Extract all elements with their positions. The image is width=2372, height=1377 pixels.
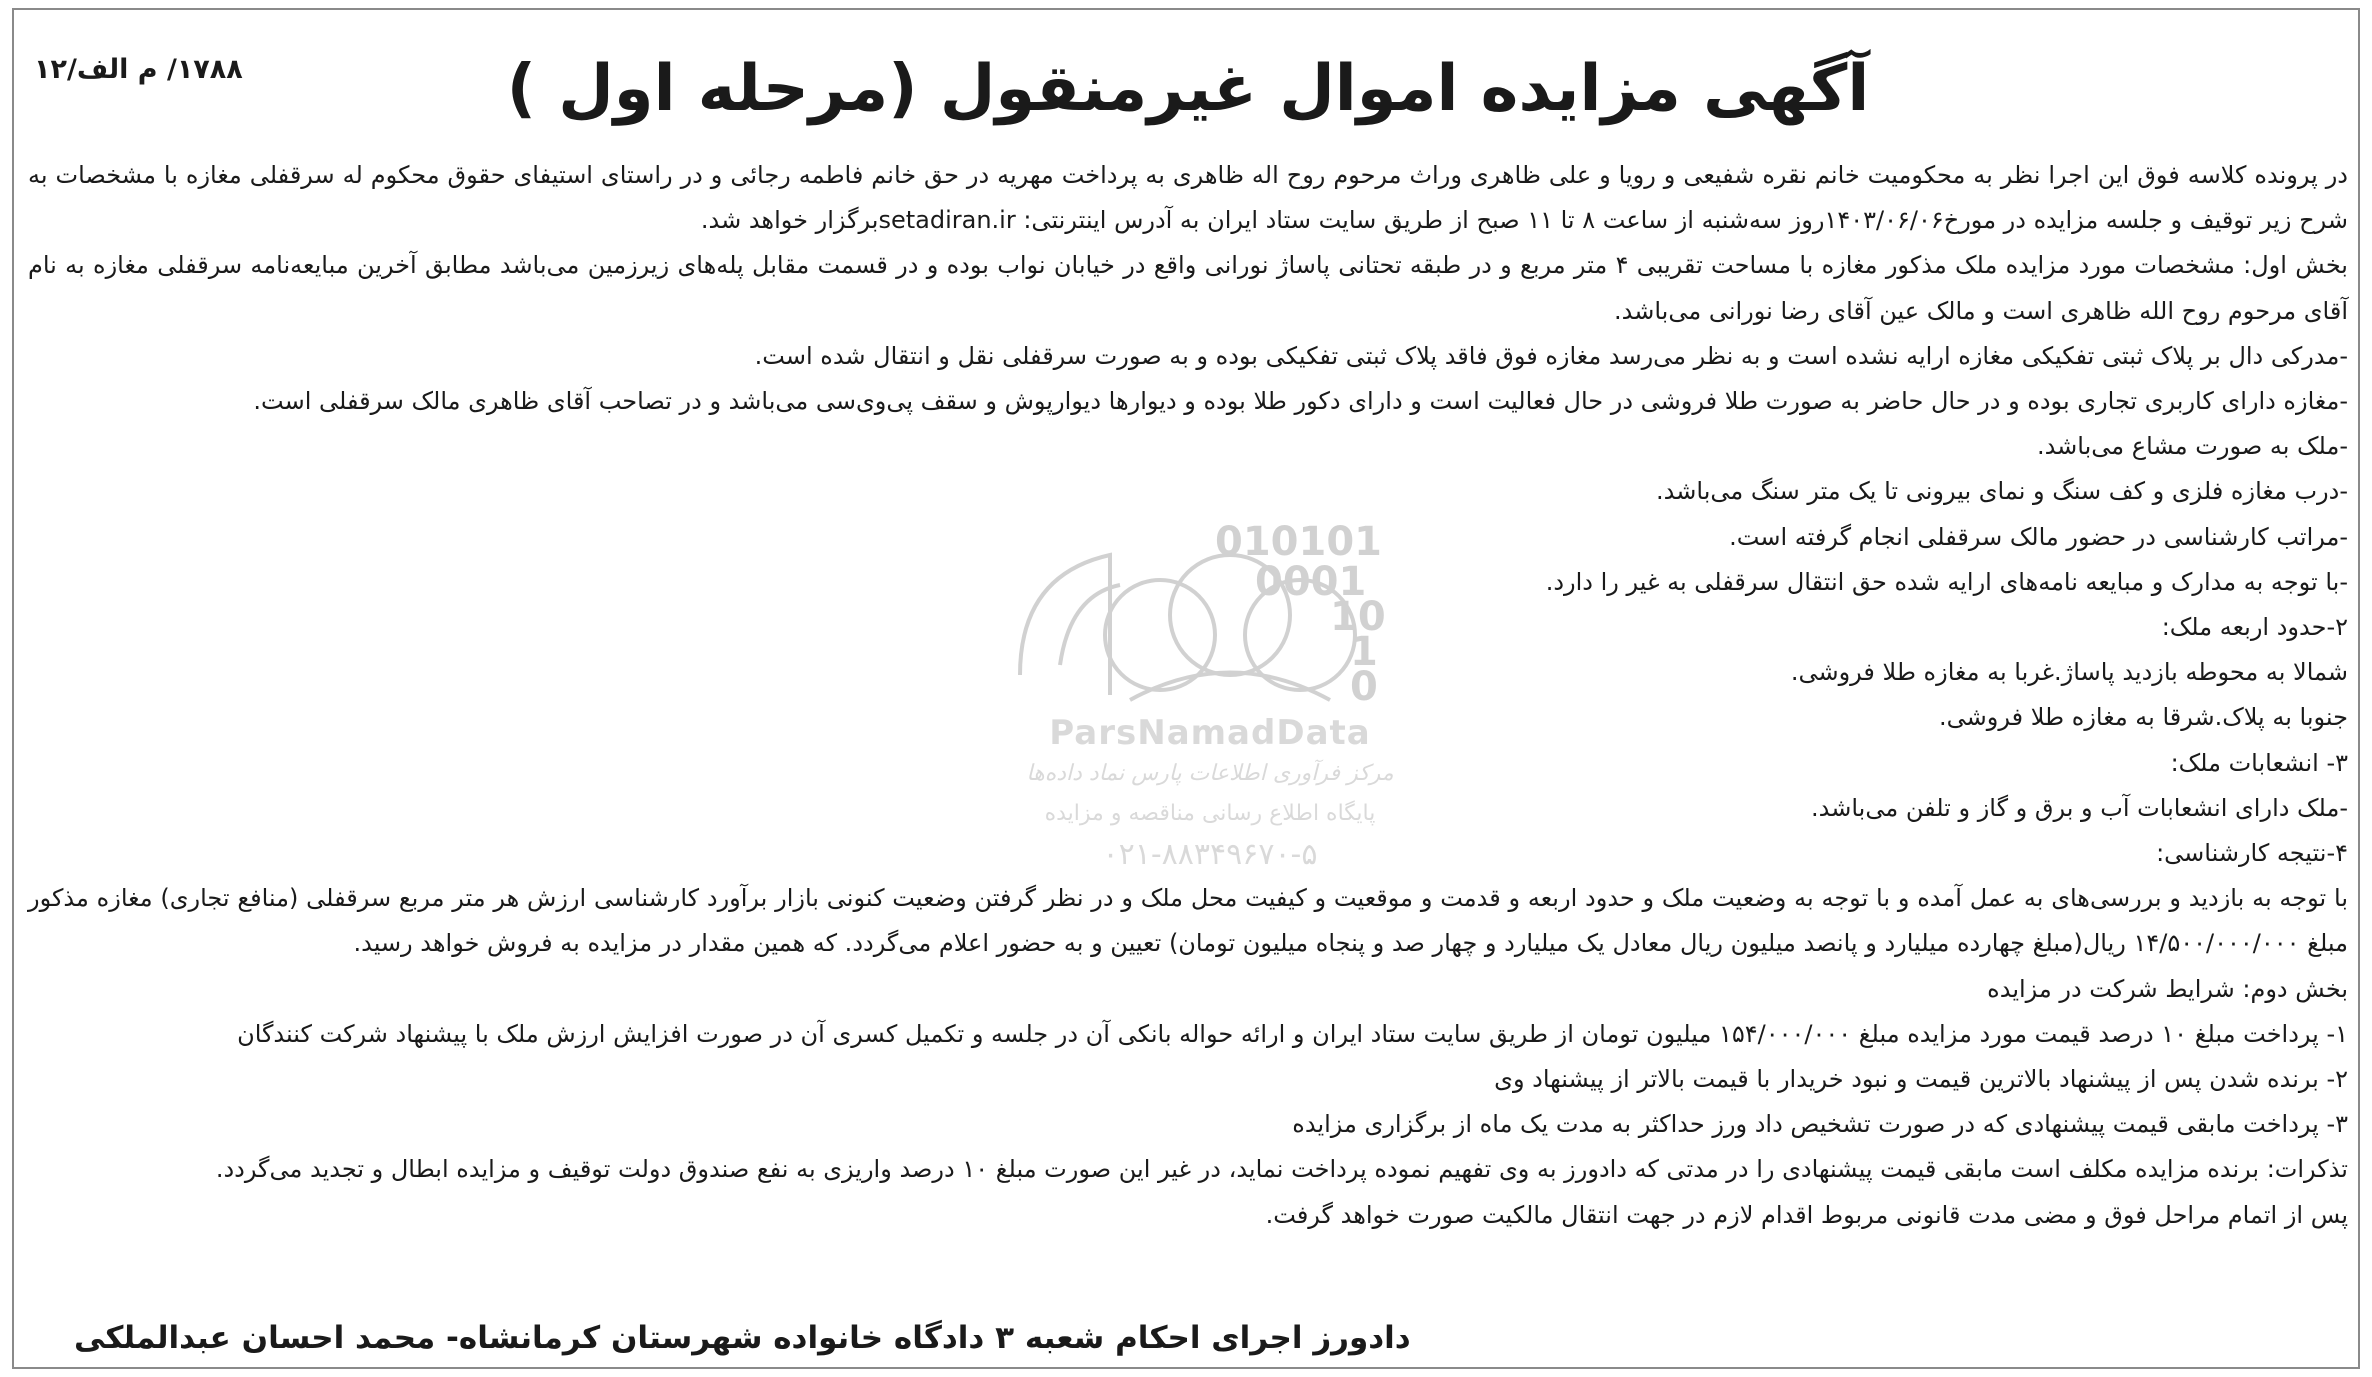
section-one-description: بخش اول: مشخصات مورد مزایده ملک مذکور مغازه با مساحت تقریبی ۴ متر مربع و در طبقه تحتانی پاساژ نورانی واقع در خیابان نواب بوده و در قسمت مقابل پله‌های زیرزمین می‌باشد مطابق آخرین مبایعه‌نامه سرقفلی مغازه به نام آقای مرحوم روح الله ظاهری است و مالک عین آقای رضا نورانی می‌باشد. <box>28 251 2348 325</box>
boundary-line: شمالا به محوطه بازدید پاساژ.غربا به مغازه طلا فروشی. <box>1790 658 2348 687</box>
boundary-line: جنوبا به پلاک.شرقا به مغازه طلا فروشی. <box>1939 703 2348 732</box>
utilities-line: -ملک دارای انشعابات آب و برق و گاز و تلفن می‌باشد. <box>1811 793 2348 822</box>
watermark-binary-5: 0 <box>1350 664 1378 705</box>
appraisal-heading: ۴-نتیجه کارشناسی: <box>2156 839 2348 868</box>
closing-line: پس از اتمام مراحل فوق و مضی مدت قانونی مربوط اقدام لازم در جهت انتقال مالکیت صورت خواهد گرفت. <box>1265 1200 2348 1229</box>
section-two-heading: بخش دوم: شرایط شرکت در مزایده <box>1987 974 2348 1003</box>
notice-frame <box>12 8 2360 1369</box>
condition-item: ۱- پرداخت مبلغ ۱۰ درصد قیمت مورد مزایده مبلغ ۱۵۴/۰۰۰/۰۰۰ میلیون تومان از طریق سایت ستاد ایران و ارائه حواله بانکی آن در جلسه و تکمیل کسری آن در صورت افزایش ارزش ملک با پیشنهاد شرکت کنندگان <box>237 1019 2348 1048</box>
property-note: -مدرکی دال بر پلاک ثبتی تفکیکی مغازه ارایه نشده است و به نظر می‌رسد مغازه فوق فاقد پلاک ثبتی تفکیکی بوده و به صورت سرقفلی نقل و انتقال شده است. <box>754 341 2348 370</box>
watermark-phone: ۰۲۱-۸۸۳۴۹۶۷۰-۵ <box>1102 837 1318 872</box>
property-note: -درب مغازه فلزی و کف سنگ و نمای بیرونی تا یک متر سنگ می‌باشد. <box>1656 477 2348 506</box>
watermark-subcaption: پایگاه اطلاع رسانی مناقصه و مزایده <box>1044 801 1376 826</box>
property-note: -مغازه دارای کاربری تجاری بوده و در حال حاضر به صورت طلا فروشی در حال فعالیت است و دارای دکور طلا بوده و دیوارها دیوارپوش و سقف پی‌وی‌سی می‌باشد و در تصاحب آقای ظاهری مالک سرقفلی است. <box>253 387 2348 416</box>
notes-paragraph: تذکرات: برنده مزایده مکلف است مابقی قیمت پیشنهادی را در مدتی که دادورز به وی تفهیم نموده پرداخت نماید، در غیر این صورت مبلغ ۱۰ درصد واریزی به نفع صندوق دولت توقیف و مزایده ابطال و تجدید می‌گردد. <box>215 1155 2348 1184</box>
notice-body <box>28 153 2348 1238</box>
property-note: -مراتب کارشناسی در حضور مالک سرقفلی انجام گرفته است. <box>1729 522 2348 551</box>
watermark-brand: ParsNamadData <box>1049 713 1371 753</box>
condition-item: ۲- برنده شدن پس از پیشنهاد بالاترین قیمت و نبود خریدار با قیمت بالاتر از پیشنهاد وی <box>1494 1065 2348 1094</box>
appraisal-paragraph: با توجه به بازدید و بررسی‌های به عمل آمده و با توجه به وضعیت ملک و حدود اربعه و قدمت و موقعیت و کیفیت محل ملک و در نظر گرفتن وضعیت کنونی بازار برآورد کارشناسی ارزش هر متر مربع سرقفلی (منافع تجاری) مغازه مذکور مبلغ ۱۴/۵۰۰/۰۰۰/۰۰۰ ریال(مبلغ چهارده میلیارد و پانصد میلیون ریال معادل یک میلیارد و چهار صد و پنجاه میلیون تومان) تعیین و به حضور اعلام می‌گردد. که همین مقدار در مزایده به فروش خواهد رسید. <box>28 884 2348 958</box>
reference-number: ۱۷۸۸/ م الف/۱۲ <box>34 54 243 85</box>
watermark-binary-2: 0001 <box>1255 559 1367 605</box>
watermark-caption: مرکز فرآوری اطلاعات پارس نماد داده‌ها <box>1026 761 1394 786</box>
signature-line: دادورز اجرای احکام شعبه ۳ دادگاه خانواده شهرستان کرمانشاه- محمد احسان عبدالملکی <box>74 1320 1411 1356</box>
condition-item: ۳- پرداخت مابقی قیمت پیشنهادی که در صورت تشخیص داد ورز حداکثر به مدت یک ماه از برگزاری مزایده <box>1292 1110 2348 1139</box>
watermark-binary-3: 10 <box>1330 594 1386 640</box>
utilities-heading: ۳- انشعابات ملک: <box>2170 748 2348 777</box>
watermark-binary-4: 1 <box>1350 629 1378 675</box>
notice-title: آگهی مزایده اموال غیرمنقول (مرحله اول ) <box>506 52 1870 126</box>
boundaries-heading: ۲-حدود اربعه ملک: <box>2161 613 2348 642</box>
intro-paragraph: در پرونده کلاسه فوق این اجرا نظر به محکومیت خانم نقره شفیعی و رویا و علی ظاهری وراث مرحوم روح اله ظاهری به پرداخت مهریه در حق خانم فاطمه رجائی و در راستای استیفای حقوق محکوم له سرقفلی مغازه با مشخصات به شرح زیر توقیف و جلسه مزایده در مورخ۱۴۰۳/۰۶/۰۶روز سه‌شنبه از ساعت ۸ تا ۱۱ صبح از طریق سایت ستاد ایران به آدرس اینترنتی: setadiran.irبرگزار خواهد شد. <box>28 161 2348 235</box>
property-note: -با توجه به مدارک و مبایعه نامه‌های ارایه شده حق انتقال سرقفلی به غیر را دارد. <box>1545 567 2348 596</box>
watermark-binary-1: 010101 <box>1215 519 1382 565</box>
property-note: -ملک به صورت مشاع می‌باشد. <box>2036 432 2348 461</box>
